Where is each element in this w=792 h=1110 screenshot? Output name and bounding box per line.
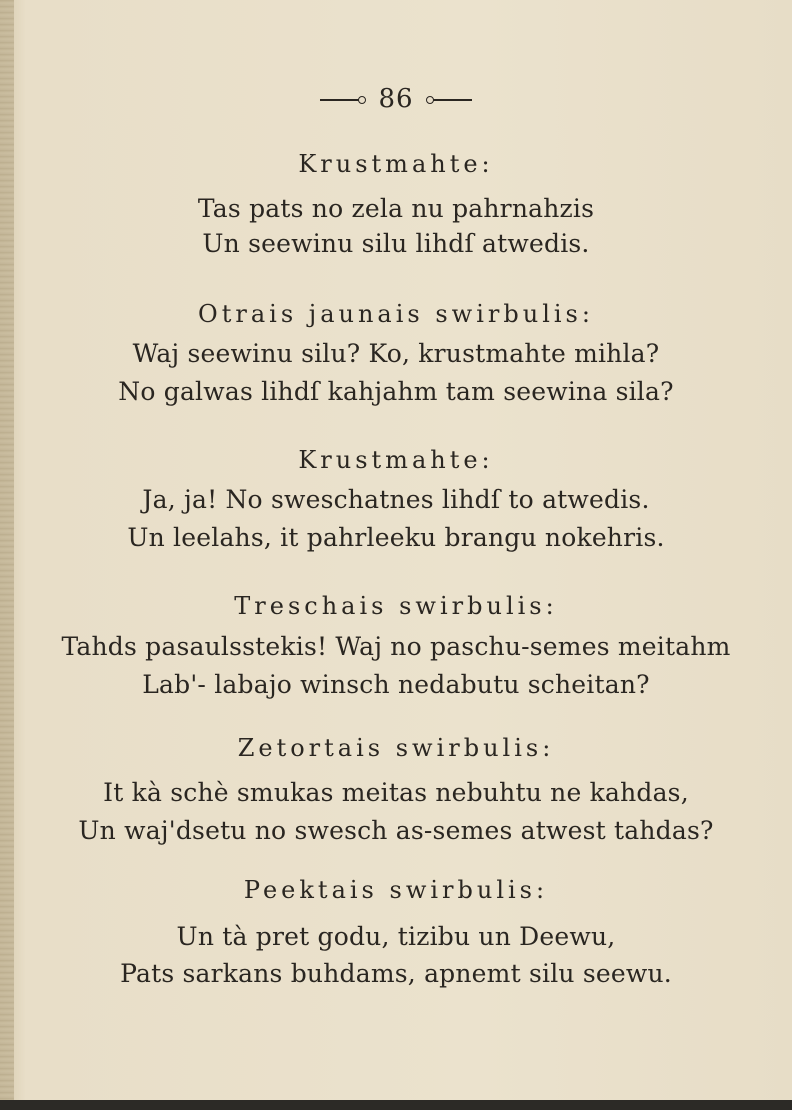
verse-line: Un seewinu silu lihdſ atwedis. [202, 229, 590, 258]
speaker-label: Treschais swirbulis: [234, 592, 558, 620]
verse-line: Waj seewinu silu? Ko, krustmahte mihla? [132, 339, 660, 368]
verse-line: Lab'- labajo winsch nedabutu scheitan? [142, 670, 650, 699]
right-ornament-icon [430, 99, 472, 101]
verse-line: Un waj'dsetu no swesch as-semes atwest tahdas? [78, 816, 714, 845]
verse-line: Ja, ja! No sweschatnes lihdſ to atwedis. [142, 485, 650, 514]
verse-line: Tas pats no zela nu pahrnahzis [197, 194, 595, 223]
speaker-label: Zetortais swirbulis: [237, 734, 555, 762]
left-ornament-icon [320, 99, 362, 101]
speaker-label: Krustmahte: [298, 150, 494, 178]
verse-line: Tahds pasaulsstekis! Waj no paschu-semes meitahm [61, 632, 731, 661]
speaker-label: Krustmahte: [298, 446, 494, 474]
verse-line: Un leelahs, it pahrleeku brangu nokehris. [127, 523, 665, 552]
page-header [0, 84, 792, 114]
verse-line: Un tà pret godu, tizibu un Deewu, [176, 922, 616, 951]
speaker-label: Otrais jaunais swirbulis: [198, 300, 594, 328]
verse-line: Pats sarkans buhdams, apnemt silu seewu. [120, 959, 672, 988]
speaker-label: Peektais swirbulis: [243, 876, 549, 904]
verse-line: It kà schè smukas meitas nebuhtu ne kahdas, [103, 778, 689, 807]
page-bottom-edge [0, 1100, 792, 1110]
verse-line: No galwas lihdſ kahjahm tam seewina sila? [118, 377, 674, 406]
page-number: 86 [378, 84, 414, 114]
